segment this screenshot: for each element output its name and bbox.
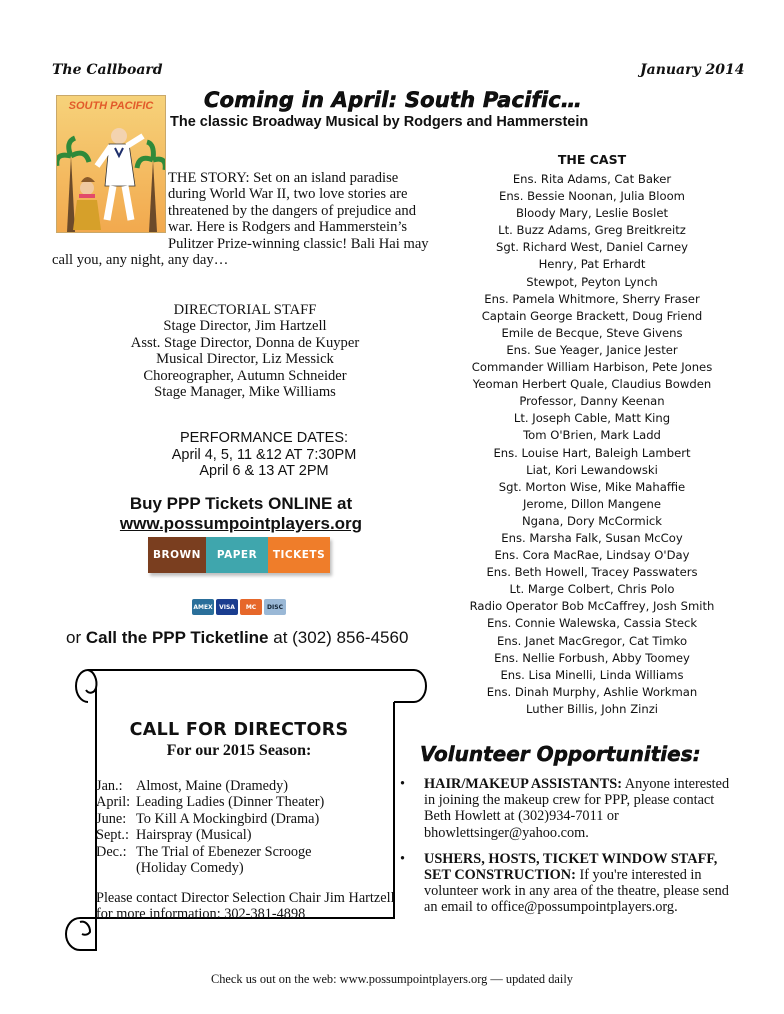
volunteer-detail: Anyone interested in joining the makeup crew for PPP, please contact Beth Howlett at (302)934-7011 or bhowlettsinger@yahoo.com. — [424, 776, 730, 841]
season-row — [96, 811, 324, 827]
staff-line: Musical Director, Liz Messick — [156, 351, 334, 368]
cast-member: Sgt. Richard West, Daniel Carney — [496, 240, 688, 255]
cast-member: Ens. Lisa Minelli, Linda Williams — [500, 667, 684, 682]
amex-card-icon: AMEX — [192, 599, 214, 615]
cast-member: Liat, Kori Lewandowski — [526, 462, 658, 477]
directorial-staff — [100, 302, 390, 400]
cast-member: Ens. Rita Adams, Cat Baker — [512, 172, 672, 186]
cast-member: Ens. Cora MacRae, Lindsay O'Day — [494, 548, 690, 563]
cast-member: Ens. Nellie Forbush, Abby Toomey — [494, 650, 690, 665]
newsletter-name: The Callboard — [52, 62, 163, 78]
season-show: Hairspray (Musical) — [136, 827, 252, 844]
volunteer-detail: If you're interested in volunteer work in any area of the theatre, please send an email to office@possumpointplayers.org. — [424, 867, 729, 916]
volunteer-heading: Volunteer Opportunities: — [420, 742, 701, 766]
cast-member: Sgt. Morton Wise, Mike Mahaffie — [498, 479, 686, 494]
cast-member: Ens. Janet MacGregor, Cat Timko — [496, 633, 688, 648]
tickets-website-link[interactable]: www.possumpointplayers.org — [119, 514, 363, 533]
staff-line: Stage Director, Jim Hartzell — [163, 318, 327, 335]
call-for-directors-title: CALL FOR DIRECTORS — [129, 720, 349, 740]
cast-member: Stewpot, Peyton Lynch — [526, 274, 658, 289]
cast-member: Lt. Marge Colbert, Chris Polo — [509, 582, 675, 597]
cast-member: Ngana, Dory McCormick — [521, 513, 663, 528]
buy-tickets — [110, 494, 372, 534]
logo-part-paper: PAPER — [206, 537, 268, 573]
bullet-icon: • — [400, 850, 406, 867]
cast-member: Ens. Marsha Falk, Susan McCoy — [501, 530, 683, 545]
staff-line: Stage Manager, Mike Williams — [154, 384, 336, 401]
mastercard-icon: MC — [240, 599, 262, 615]
season-show: Almost, Maine (Dramedy) — [136, 778, 289, 794]
season-show: (Holiday Comedy) — [136, 860, 244, 877]
staff-line: Asst. Stage Director, Donna de Kuyper — [130, 334, 360, 351]
cast-member: Yeoman Herbert Quale, Claudius Bowden — [472, 377, 712, 392]
cast-list — [444, 171, 740, 718]
cast-member: Ens. Sue Yeager, Janice Jester — [506, 342, 678, 357]
season-row — [96, 860, 324, 876]
cast-member: Ens. Dinah Murphy, Ashlie Workman — [486, 684, 698, 699]
story-text: THE STORY: Set on an island paradise during World War II, two love stories are threatened by the dangers of prejudice and war. Here is Rodgers and Hammerstein’s Pulitzer Prize-winning classic! Bali Hai may call you, any night, any day… — [52, 170, 429, 269]
call-prefix: or — [66, 628, 86, 647]
season-show: The Trial of Ebenezer Scrooge — [136, 843, 312, 860]
cast-member: Ens. Bessie Noonan, Julia Bloom — [499, 189, 685, 204]
volunteer-role: USHERS, HOSTS, TICKET WINDOW STAFF, SET CONSTRUCTION: — [424, 850, 718, 884]
season-month: Dec.: — [96, 843, 127, 860]
performance-line: April 4, 5, 11 &12 AT 7:30PM — [171, 446, 357, 463]
season-row — [96, 794, 324, 810]
volunteer-item — [398, 851, 734, 916]
poster-title: SOUTH PACIFIC — [68, 100, 154, 112]
performance-line: April 6 & 13 AT 2PM — [199, 463, 329, 479]
season-month: June: — [96, 810, 127, 827]
season-month: Sept.: — [96, 827, 129, 844]
performance-dates — [150, 430, 378, 480]
logo-part-brown: BROWN — [148, 537, 206, 573]
cast-member: Captain George Brackett, Doug Friend — [481, 308, 703, 323]
discover-card-icon: DISC — [264, 599, 286, 615]
call-bold: Call the PPP Ticketline — [85, 628, 269, 647]
volunteer-role: HAIR/MAKEUP ASSISTANTS: — [424, 776, 622, 792]
cast-member: Jerome, Dillon Mangene — [522, 496, 662, 511]
staff-heading: DIRECTORIAL STAFF — [173, 302, 317, 318]
season-show: Leading Ladies (Dinner Theater) — [136, 794, 325, 811]
cast-heading: THE CAST — [557, 152, 627, 167]
staff-line: Choreographer, Autumn Schneider — [143, 367, 347, 384]
director-contact: Please contact Director Selection Chair Jim Hartzell for more information: 302-381-4898 — [96, 890, 395, 923]
feature-subtitle: The classic Broadway Musical by Rodgers and Hammerstein — [170, 114, 589, 130]
cast-member: Tom O'Brien, Mark Ladd — [523, 428, 661, 443]
cast-member: Bloody Mary, Leslie Boslet — [515, 206, 669, 221]
season-row — [96, 844, 324, 860]
cast-member: Ens. Louise Hart, Baleigh Lambert — [493, 445, 691, 460]
season-month: April: — [96, 794, 131, 811]
cast-member: Ens. Beth Howell, Tracey Passwaters — [486, 565, 698, 580]
cast-member: Ens. Connie Walewska, Cassia Steck — [486, 616, 698, 631]
footer-note: Check us out on the web: www.possumpointplayers.org — updated daily — [210, 972, 574, 986]
call-phone: at (302) 856-4560 — [268, 628, 409, 647]
season-row — [96, 827, 324, 843]
payment-cards — [192, 599, 286, 615]
visa-card-icon: VISA — [216, 599, 238, 615]
season-list — [96, 778, 324, 876]
season-month: Jan.: — [96, 778, 123, 794]
cast-member: Radio Operator Bob McCaffrey, Josh Smith — [469, 599, 715, 614]
buy-text: Buy PPP Tickets ONLINE at — [129, 494, 353, 513]
season-subtitle: For our 2015 Season: — [166, 742, 312, 759]
bullet-icon: • — [400, 776, 406, 792]
season-row — [96, 778, 324, 794]
cast-member: Ens. Pamela Whitmore, Sherry Fraser — [484, 291, 700, 306]
cast-member: Luther Billis, John Zinzi — [525, 701, 659, 716]
volunteer-item — [398, 776, 734, 841]
logo-part-tickets: TICKETS — [268, 537, 330, 573]
issue-date: January 2014 — [640, 62, 745, 78]
season-month — [96, 860, 136, 876]
story-paragraph — [52, 170, 432, 268]
cast-member: Lt. Joseph Cable, Matt King — [513, 411, 671, 426]
performance-heading: PERFORMANCE DATES: — [179, 430, 349, 446]
feature-title: Coming in April: South Pacific… — [204, 88, 583, 112]
cast-member: Emile de Becque, Steve Givens — [501, 325, 683, 340]
brown-paper-tickets-logo[interactable] — [148, 537, 330, 573]
cast-member: Commander William Harbison, Pete Jones — [471, 360, 713, 375]
cast-member: Henry, Pat Erhardt — [538, 257, 646, 272]
ticketline — [66, 628, 408, 648]
season-show: To Kill A Mockingbird (Drama) — [136, 810, 320, 827]
cast-member: Professor, Danny Keenan — [519, 394, 665, 409]
volunteer-list — [398, 776, 734, 926]
cast-member: Lt. Buzz Adams, Greg Breitkreitz — [498, 223, 686, 238]
